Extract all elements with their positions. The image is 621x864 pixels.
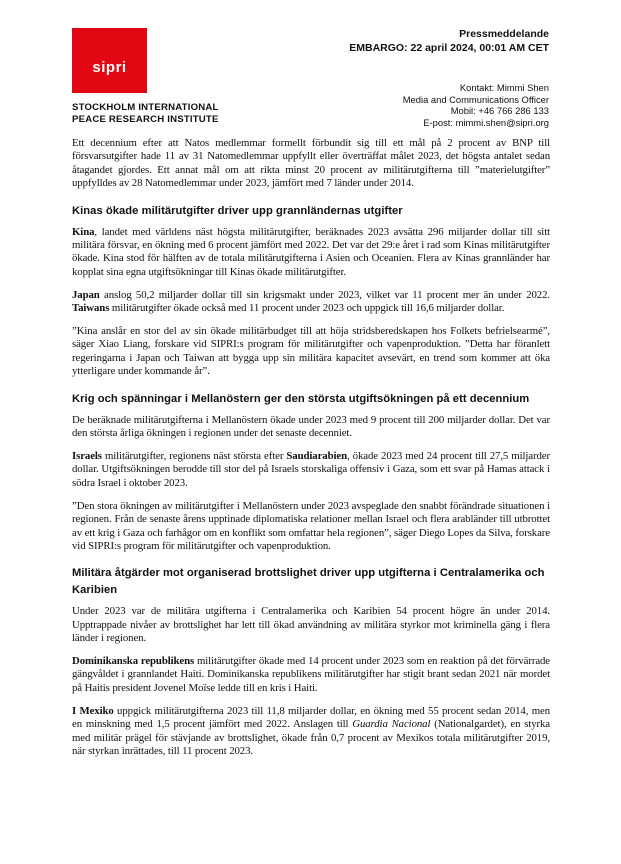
- section-heading-central-america: Militära åtgärder mot organiserad brottslighet driver upp utgifterna i Centralamerika och Karibien: [72, 567, 545, 597]
- paragraph-text: (Nationalgardet), en styrka med militär prägel för stävjande av brottslighet, ökade från 0,7 procent av Mexikos totala militärutgifter 2019, när styrkan inrättades, till 11 procent 2023.: [72, 718, 550, 757]
- bold-term: Dominikanska republikens: [72, 655, 195, 668]
- paragraph-text: militärutgifter ökade med 14 procent under 2023 som en reaktion på det förvärrade gängvåldet i grannlandet Haiti. Dominikanska republikens militärutgifter har stigit brant sedan 2021 när mordet på Haitis president Jovenel Moïse ledde till en kris i Haiti.: [72, 655, 550, 694]
- bold-term: Israels: [72, 450, 102, 462]
- press-header: [349, 28, 549, 55]
- paragraph-central-america: Under 2023 var de militära utgifterna i Centralamerika och Karibien 54 procent högre än under 2014. Upptrappade nivåer av brottslighet har lett till ökad användning av militära styrkor mot kriminella gäng i flera länder i regionen.: [72, 605, 550, 645]
- paragraph-text: , ökade 2023 med 24 procent till 27,5 miljarder dollar. Utgiftsökningen berodde till stor del på Israels storskaliga offensiv i Gaza, som ett svar på Hamas attack i södra Israel i oktober 2023.: [72, 450, 550, 489]
- paragraph-text: , landet med världens näst högsta militärutgifter, beräknades 2023 avsätta 296 miljarder dollar till sitt militära försvar, en ökning med 6 procent jämfört med 2022. Det var det 29:e året i rad som Kinas militärutgifter ökade. Kina stod för hälften av de totala militärutgifterna i Asien och Oceanien. Flera av Kinas grannländer har kopplat sina egna utgiftsökningar till Kinas ökade militärutgifter.: [72, 225, 550, 278]
- contact-title: Media and Communications Officer: [402, 93, 549, 105]
- section-heading-china: Kinas ökade militärutgifter driver upp grannländernas utgifter: [72, 204, 403, 217]
- quote-xiao-liang: ”Kina anslår en stor del av sin ökade militärbudget till att höja stridsberedskapen hos Folkets befrielsearmé”, säger Xiao Liang, forskare vid SIPRI:s program för militärutgifter och vapenproduktion. ”Detta har föranlett regeringarna i Japan och Taiwan att bygga upp sin militära kapacitet avsevärt, en trend som kommer att öka ytterligare under kommande år”.: [72, 325, 550, 378]
- bold-term: I Mexiko: [72, 704, 114, 717]
- paragraph-mexico: [72, 705, 550, 759]
- contact-block: [403, 82, 549, 128]
- logo-text: sipri: [92, 59, 127, 76]
- paragraph-japan-taiwan: [72, 289, 550, 316]
- paragraph-israel: [72, 450, 550, 490]
- intro-paragraph: Ett decennium efter att Natos medlemmar formellt förbundit sig till ett mål på 2 procent av BNP till försvarsutgifter hade 11 av 31 Natomedlemmar uppfyllt eller överträffat målet 2023, det högsta antalet sedan åtagandet gjordes. Ett annat mål om att rikta minst 20 procent av militärutgifterna till ”materielutgifter” uppfylldes av 28 Natomedlemmar under 2023, jämfört med 7 länder under 2014.: [72, 137, 550, 190]
- paragraph-text: militärutgifter ökade också med 11 procent under 2023 och uppgick till 16,6 miljarder dollar.: [109, 302, 505, 315]
- org-line-2: PEACE RESEARCH INSTITUTE: [72, 113, 219, 125]
- italic-term: Guardia Nacional: [352, 718, 431, 731]
- bold-term: Taiwans: [72, 302, 110, 315]
- sipri-logo: [72, 28, 147, 93]
- contact-mobile: Mobil: +46 766 286 133: [450, 105, 549, 116]
- quote-diego-lopes: ”Den stora ökningen av militärutgifter i Mellanöstern under 2023 avspeglade den snabbt förändrade situationen i regionen. Från de senaste årens upptinade diplomatiska relationer mellan Israel och flera arabländer till utbrottet av ett krig i Gaza och farhågor om en konflikt som omfattar hela regionen”, säger Diego Lopes da Silva, forskare vid SIPRI:s program för militärutgifter och vapenproduktion.: [72, 499, 550, 552]
- press-label: Pressmeddelande: [459, 28, 549, 40]
- bold-term: Japan: [72, 288, 100, 301]
- paragraph-dominican-republic: [72, 655, 550, 695]
- paragraph-text: uppgick militärutgifterna 2023 till 11,8 miljarder dollar, en ökning med 55 procent sedan 2014, men en minskning med 1,5 procent jämfört med 2022. Anslagen till: [72, 704, 550, 731]
- paragraph-text: anslog 50,2 miljarder dollar till sin krigsmakt under 2023, vilket var 11 procent mer än under 2022.: [99, 288, 550, 301]
- paragraph-text: militärutgifter, regionens näst största efter: [101, 450, 287, 462]
- paragraph-china: [72, 226, 550, 280]
- section-heading-middle-east: Krig och spänningar i Mellanöstern ger den största utgiftsökningen på ett decennium: [72, 392, 530, 405]
- org-line-1: STOCKHOLM INTERNATIONAL: [72, 102, 219, 113]
- bold-term: Kina: [72, 225, 95, 238]
- contact-email[interactable]: E-post: mimmi.shen@sipri.org: [423, 116, 549, 128]
- contact-name: Kontakt: Mimmi Shen: [459, 82, 549, 93]
- paragraph-middle-east: De beräknade militärutgifterna i Mellanöstern ökade under 2023 med 9 procent till 200 miljarder dollar. Det var den största årliga ökningen i regionen under det senaste decenniet.: [72, 413, 550, 440]
- press-release-body: [72, 137, 550, 768]
- bold-term: Saudiarabien: [286, 450, 347, 462]
- organization-name: [72, 102, 219, 125]
- embargo-line: EMBARGO: 22 april 2024, 00:01 AM CET: [349, 41, 549, 54]
